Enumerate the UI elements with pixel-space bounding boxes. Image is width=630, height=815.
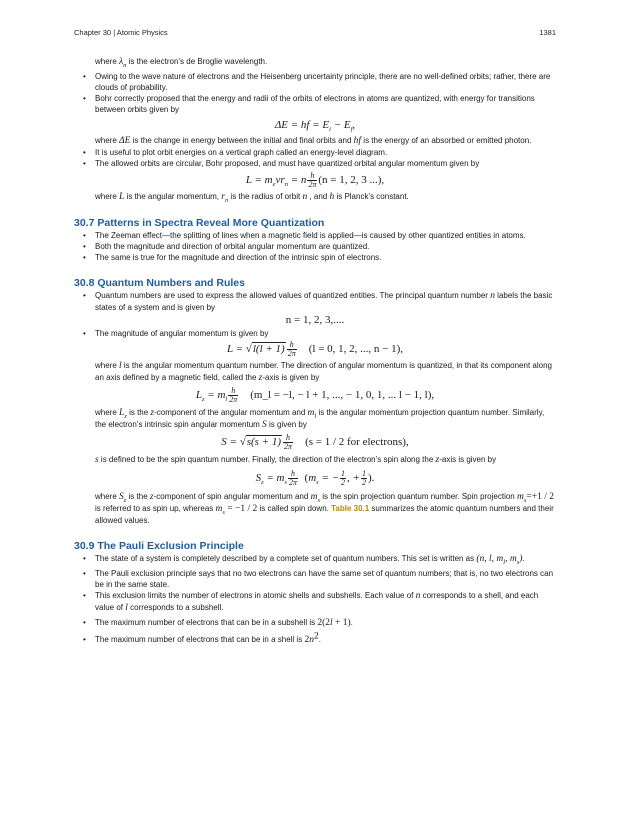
list-item: • The Zeeman effect—the splitting of lines when a magnetic field is applied—is caused by other quantized entities in atoms. bbox=[74, 230, 556, 241]
section-heading: 30.8 Quantum Numbers and Rules bbox=[74, 277, 245, 289]
list-item: • The allowed orbits are circular, Bohr proposed, and must have quantized orbital angular momentum given by bbox=[74, 158, 556, 169]
where-delta-line: where ΔE is the change in energy between the initial and final orbits and hf is the energy of an absorbed or emitted photon. bbox=[95, 136, 532, 146]
summary-list bbox=[74, 290, 556, 313]
list-item: • It is useful to plot orbit energies on a vertical graph called an energy-level diagram. bbox=[74, 147, 556, 158]
where-l-quantum-line: where l is the angular momentum quantum number. The direction of angular momentum is quantized, in that its component along an axis defined by a magnetic field, called the z-axis is given by bbox=[95, 361, 552, 383]
equation-angular-momentum: $L = m_evr_n = n$ $\frac{h}{2\pi}$ (n = 1, 2, 3 ...), bbox=[245, 171, 385, 189]
list-item: • The Pauli exclusion principle says that no two electrons can have the same set of quantum numbers; that is, no two electrons can be in the same state. bbox=[74, 568, 556, 590]
list-item: • Owing to the wave nature of electrons and the Heisenberg uncertainty principle, there are no well-defined orbits; rather, there are clouds of probability. bbox=[74, 71, 556, 93]
equation-spin: S = √s(s + 1) $\frac{h}{2\pi}$ (s = 1 / 2 for electrons), bbox=[221, 433, 409, 451]
equation-delta-e: ΔE = hf = $E_i - E_f$, bbox=[274, 119, 356, 134]
summary-list bbox=[74, 328, 556, 339]
where-lambda-line: where $\lambda_n$ is the electron’s de Broglie wavelength. bbox=[95, 57, 268, 69]
page-content bbox=[74, 56, 556, 646]
chapter-header: Chapter 30 | Atomic Physics bbox=[74, 28, 168, 37]
summary-list bbox=[74, 71, 556, 115]
spin-def-line: s is defined to be the spin quantum number. Finally, the direction of the electron’s spin along the z-axis is given by bbox=[95, 455, 497, 465]
equation-l-magnitude: L = √l(l + 1) $\frac{h}{2\pi}$ (l = 0, 1, 2, ..., n − 1), bbox=[226, 340, 404, 358]
summary-list bbox=[74, 147, 556, 169]
list-item: • The state of a system is completely described by a complete set of quantum numbers. This set is written as (n, l, $m_l$, $m_s$). bbox=[74, 553, 556, 565]
summary-list bbox=[74, 553, 556, 646]
list-item: • Quantum numbers are used to express the allowed values of quantized entities. The principal quantum number n labels the basic states of a system and is given by bbox=[74, 290, 556, 313]
where-lz-line: where $L_z$ is the z-component of the angular momentum and $m_l$ is the angular momentum projection quantum number. Similarly, the electron’s intrinsic spin angular momentum S is given by bbox=[95, 408, 545, 430]
equation-principal: n = 1, 2, 3,.... bbox=[285, 314, 345, 326]
list-item: • The magnitude of angular momentum is given by bbox=[74, 328, 556, 339]
where-sz-line: where $S_z$ is the z-component of spin angular momentum and $m_s$ is the spin projection quantum number. Spin projection $m_s=+1 / 2$ is referred to as spin up, whereas $m_s = -1 / 2$ is called spin down. Table 30.1 summarizes the atomic quantum numbers and their allowed values. bbox=[95, 492, 554, 525]
equation-lz: $L_z = m_l$ $\frac{h}{2\pi}$ (m_l = −l, − l + 1, ..., − 1, 0, 1, ... l − 1, l), bbox=[195, 386, 435, 404]
list-item: • The same is true for the magnitude and direction of the intrinsic spin of electrons. bbox=[74, 252, 556, 263]
page-number: 1381 bbox=[539, 28, 556, 37]
section-heading: 30.9 The Pauli Exclusion Principle bbox=[74, 540, 244, 552]
list-item: • The maximum number of electrons that can be in a shell is $2n^2$. bbox=[74, 634, 556, 646]
where-l-line: where L is the angular momentum, $r_n$ is the radius of orbit n , and h is Planck’s constant. bbox=[95, 192, 409, 204]
list-item: • Bohr correctly proposed that the energy and radii of the orbits of electrons in atoms are quantized, with energy for transitions between orbits given by bbox=[74, 93, 556, 115]
list-item: • This exclusion limits the number of electrons in atomic shells and subshells. Each value of n corresponds to a shell, and each value of l corresponds to a subshell. bbox=[74, 590, 556, 614]
section-heading: 30.7 Patterns in Spectra Reveal More Quantization bbox=[74, 217, 325, 229]
list-item: • Both the magnitude and direction of orbital angular momentum are quantized. bbox=[74, 241, 556, 252]
summary-list bbox=[74, 230, 556, 263]
table-reference-link[interactable]: Table 30.1 bbox=[331, 504, 370, 513]
equation-sz: $S_z = m_s$ $\frac{h}{2\pi}$ ($m_s$ = − $\frac{1}{2}$ , + $\frac{1}{2}$ ). bbox=[255, 469, 375, 487]
list-item: • The maximum number of electrons that can be in a subshell is 2(2l + 1). bbox=[74, 617, 556, 629]
